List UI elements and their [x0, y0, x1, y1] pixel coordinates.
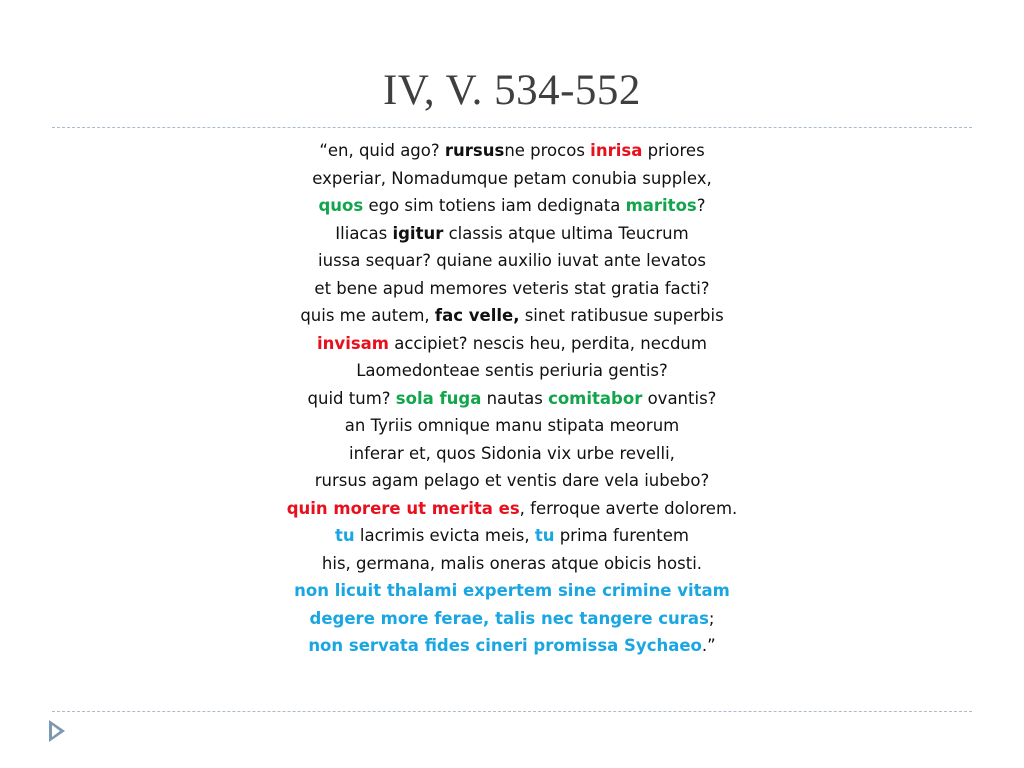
verse-text: ovantis? [642, 388, 717, 408]
verse-text: iussa sequar? quiane auxilio iuvat ante levatos [318, 251, 706, 270]
verse-text: quis me autem, [300, 306, 435, 325]
verse-text: sinet ratibusue superbis [519, 306, 724, 325]
highlighted-word: igitur [392, 223, 444, 243]
verse-line [0, 385, 1024, 413]
verse-line [0, 247, 1024, 275]
highlighted-word: quin morere ut merita es [286, 498, 520, 518]
highlighted-word: comitabor [548, 388, 643, 408]
highlighted-word: tu [335, 526, 355, 545]
verse-line [0, 467, 1024, 495]
highlighted-word: degere more ferae, talis nec tangere curas [309, 608, 709, 628]
verse-text: priores [642, 141, 705, 160]
verse-text: experiar, Nomadumque petam conubia supplex, [312, 168, 712, 188]
highlighted-word: fac velle, [434, 306, 520, 325]
poem-text [0, 137, 1024, 660]
verse-text: quid tum? [307, 388, 396, 408]
verse-line [0, 275, 1024, 303]
highlighted-word: non servata fides cineri promissa Sychaeo [308, 636, 702, 655]
bottom-divider [52, 711, 972, 712]
verse-text: “en, quid ago? [319, 141, 445, 160]
verse-text: nautas [481, 388, 549, 408]
verse-text: classis atque ultima Teucrum [443, 223, 689, 243]
verse-text: ; [708, 608, 715, 628]
verse-text: prima furentem [554, 526, 689, 545]
verse-text: ego sim totiens iam dedignata [363, 196, 626, 215]
verse-line [0, 192, 1024, 220]
triangle-right-icon [49, 720, 65, 742]
verse-line [0, 165, 1024, 193]
highlighted-word: sola fuga [395, 388, 482, 408]
highlighted-word: tu [534, 526, 555, 545]
slide-title: IV, V. 534-552 [383, 67, 641, 114]
verse-line [0, 330, 1024, 358]
verse-line [0, 605, 1024, 633]
highlighted-word: non licuit thalami expertem sine crimine vitam [294, 581, 730, 600]
verse-text: an Tyriis omnique manu stipata meorum [344, 416, 680, 435]
verse-line [0, 550, 1024, 578]
verse-text: .” [701, 636, 716, 655]
verse-line [0, 412, 1024, 440]
verse-text: accipiet? nescis heu, perdita, necdum [389, 333, 707, 353]
verse-text: lacrimis evicta meis, [354, 526, 535, 545]
verse-text: inferar et, quos Sidonia vix urbe revelli, [349, 443, 675, 463]
highlighted-word: rursus [444, 141, 505, 160]
verse-line [0, 632, 1024, 660]
highlighted-word: quos [318, 196, 364, 215]
top-divider [52, 127, 972, 128]
verse-line [0, 220, 1024, 248]
verse-line [0, 137, 1024, 165]
verse-text: Iliacas [335, 223, 393, 243]
verse-text: his, germana, malis oneras atque obicis hosti. [321, 553, 703, 573]
verse-line [0, 522, 1024, 550]
verse-line [0, 357, 1024, 385]
verse-text: ? [696, 196, 706, 215]
highlighted-word: invisam [317, 333, 389, 353]
verse-line [0, 495, 1024, 523]
verse-line [0, 302, 1024, 330]
highlighted-word: inrisa [590, 141, 643, 160]
verse-text: ne procos [504, 141, 591, 160]
highlighted-word: maritos [625, 196, 697, 215]
verse-text: et bene apud memores veteris stat gratia facti? [314, 278, 710, 298]
verse-text: Laomedonteae sentis periuria gentis? [356, 361, 668, 380]
verse-line [0, 577, 1024, 605]
verse-text: rursus agam pelago et ventis dare vela iubebo? [314, 471, 710, 490]
verse-text: , ferroque averte dolorem. [519, 498, 738, 518]
verse-line [0, 440, 1024, 468]
